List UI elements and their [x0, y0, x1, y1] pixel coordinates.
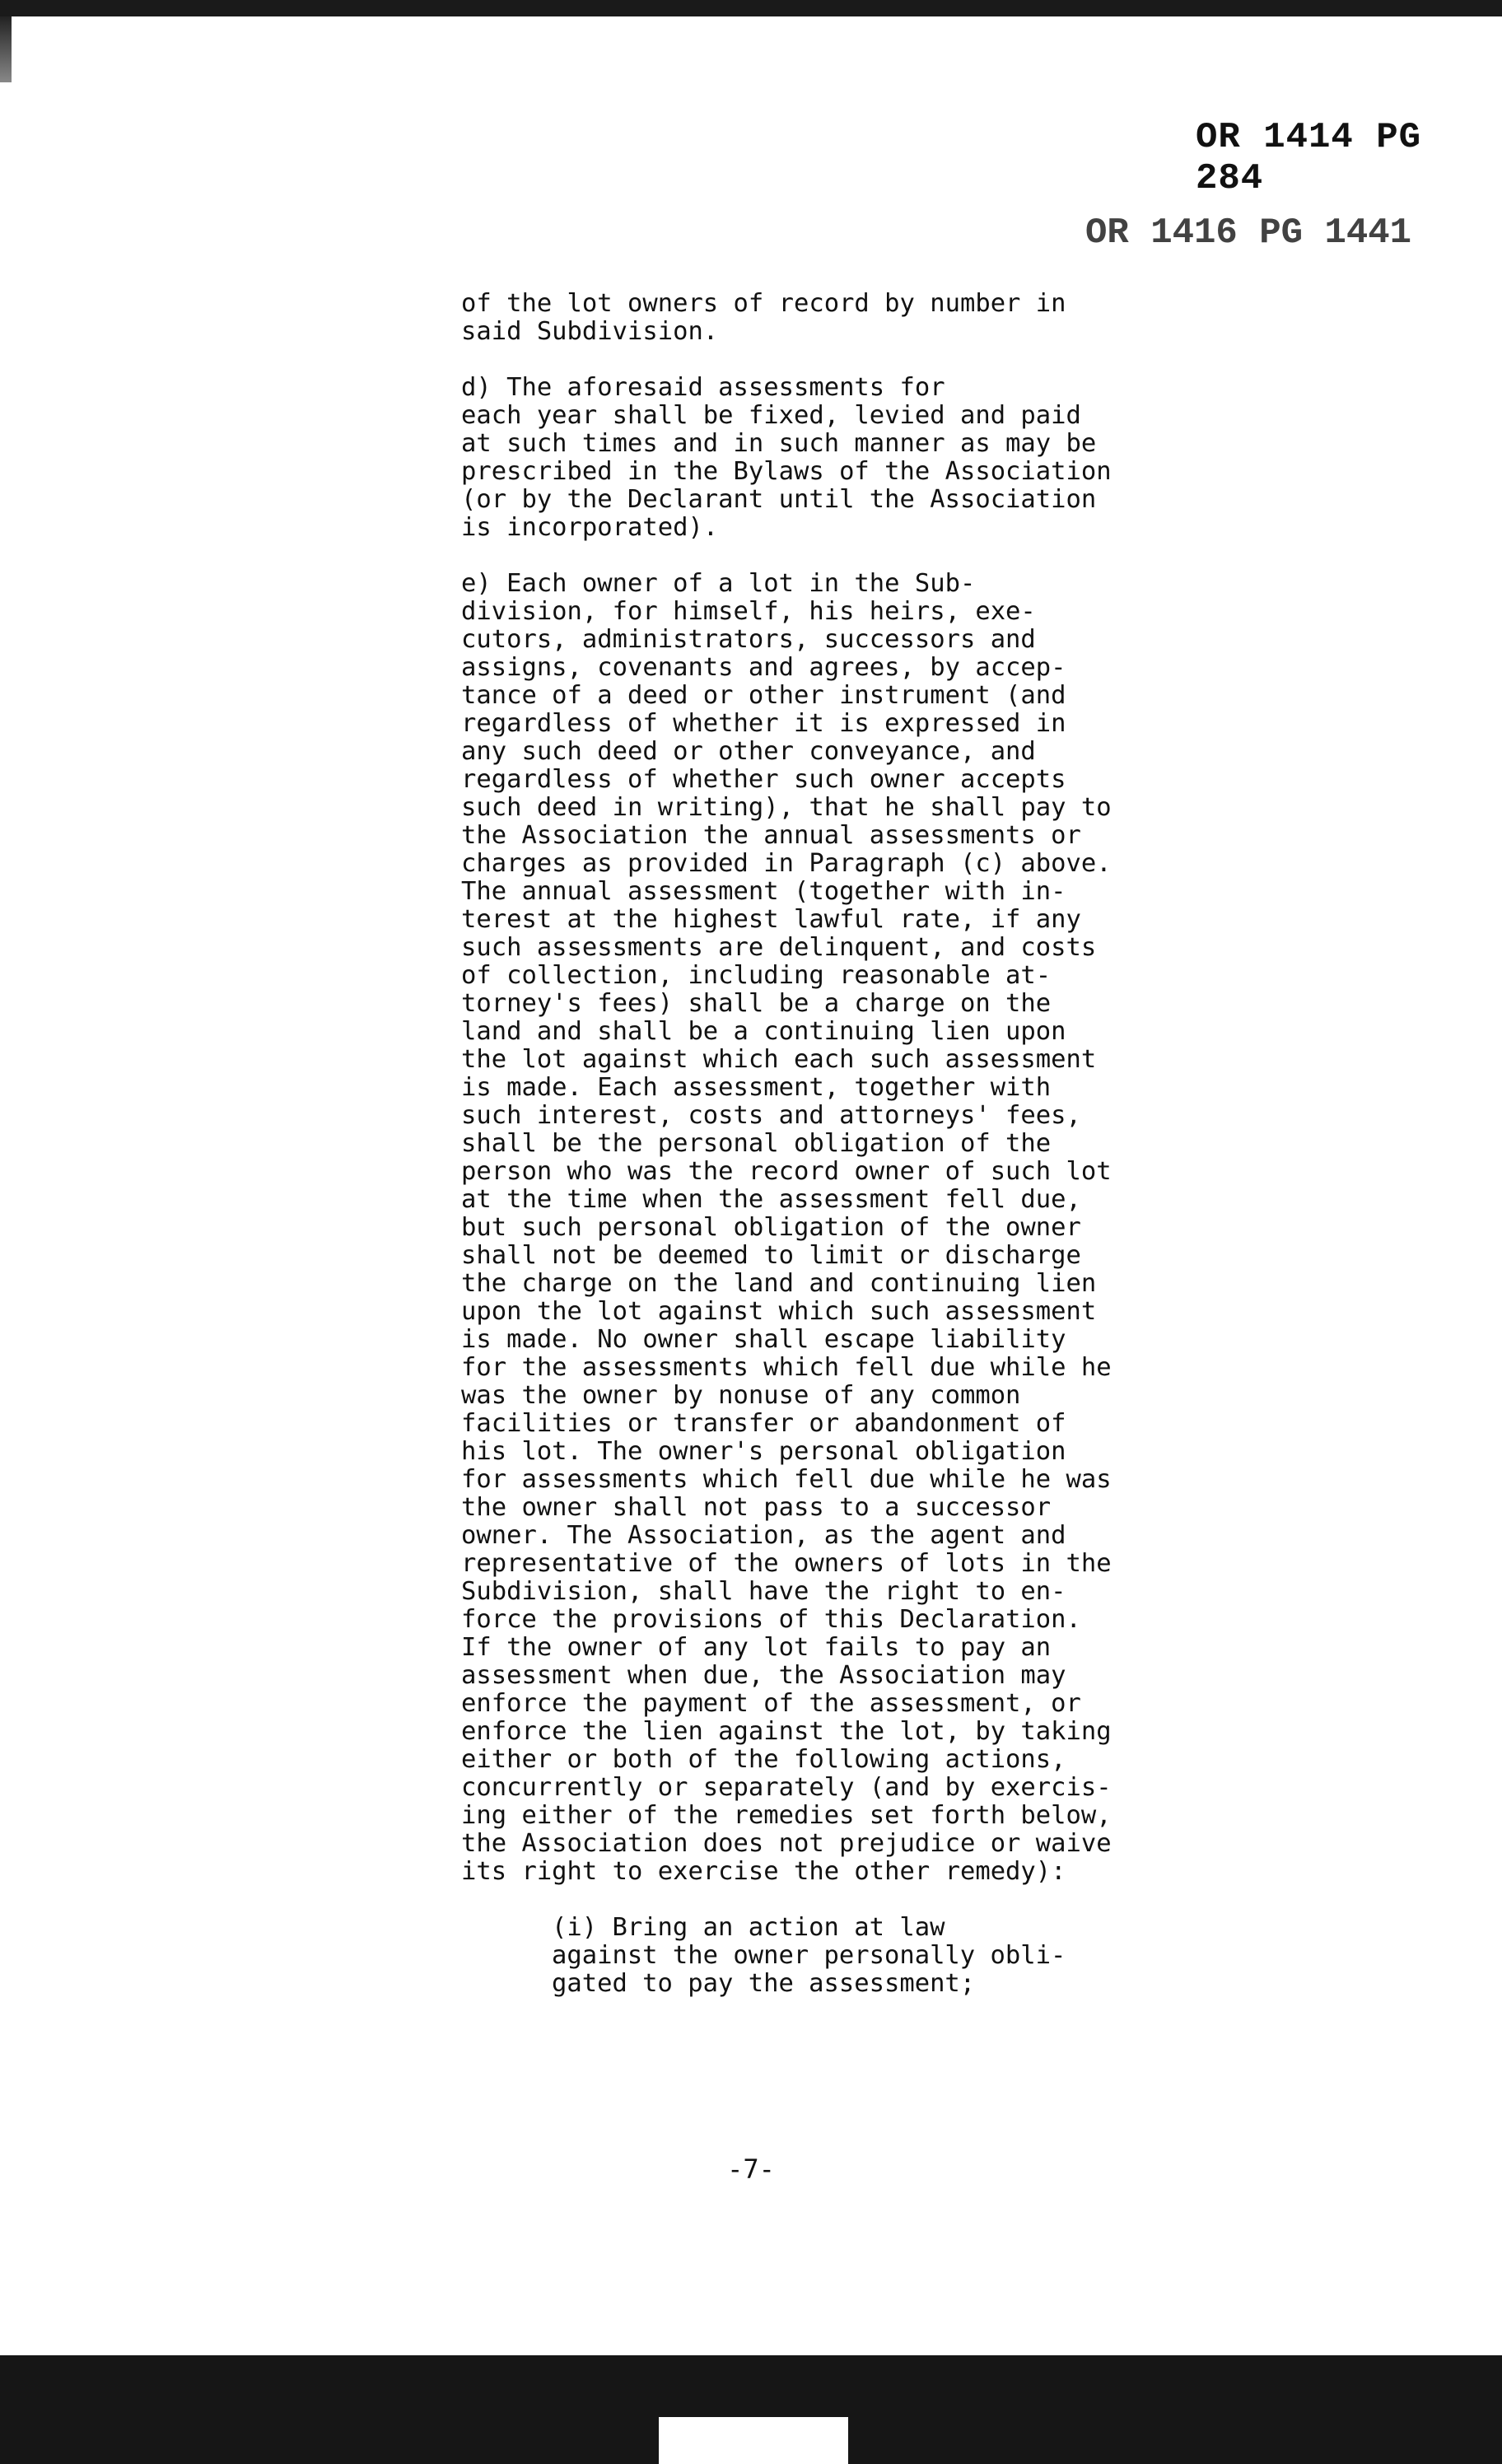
- book-page-reference-struck: OR 1416 PG 1441: [1085, 212, 1412, 254]
- document-body: [461, 290, 1285, 1998]
- page-number: -7-: [727, 2154, 775, 2185]
- scan-border-left: [0, 16, 12, 82]
- paragraph-c-continued: of the lot owners of record by number in said Subdivision.: [461, 289, 1066, 346]
- scan-bottom-gap: [659, 2417, 848, 2464]
- paragraph-e: e) Each owner of a lot in the Sub- division, for himself, his heirs, exe- cutors, administrators, successors and assigns, covenants and agrees, by accep- tance of a deed or other instrument (and regardless of whether it is expressed in any such deed or other conveyance, and regardless of whether such owner accepts such deed in writing), that he shall pay to the Association the annual assessments or charges as provided in Paragraph (c) above. The annual assessment (together with in- terest at the highest lawful rate, if any such assessments are delinquent, and costs of collection, including reasonable at- torney's fees) shall be a charge on the land and shall be a continuing lien upon the lot against which each such assessment is made. Each assessment, together with such interest, costs and attorneys' fees, shall be the personal obligation of the person who was the record owner of such lot at the time when the assessment fell due, but such personal obligation of the owner shall not be deemed to limit or discharge the charge on the land and continuing lien upon the lot against which such assessment is made. No owner shall escape liability for the assessments which fell due while he was the owner by nonuse of any common facilities or transfer or abandonment of his lot. The owner's personal obligation for assessments which fell due while he was the owner shall not pass to a successor owner. The Association, as the agent and representative of the owners of lots in the Subdivision, shall have the right to en- force the provisions of this Declaration. If the owner of any lot fails to pay an assessment when due, the Association may enforce the payment of the assessment, or enforce the lien against the lot, by taking either or both of the following actions, concurrently or separately (and by exercis- ing either of the remedies set forth below, the Association does not prejudice or waive its right to exercise the other remedy):: [461, 569, 1112, 1886]
- paragraph-d: d) The aforesaid assessments for each year shall be fixed, levied and paid at such times and in such manner as may be prescribed in the Bylaws of the Association (or by the Declarant until the Association is incorporated).: [461, 373, 1112, 542]
- scan-border-top: [0, 0, 1502, 16]
- sub-paragraph-i: (i) Bring an action at law against the owner personally obli- gated to pay the assessment;: [552, 1913, 1066, 1998]
- book-page-reference: OR 1414 PG 284: [1196, 117, 1422, 199]
